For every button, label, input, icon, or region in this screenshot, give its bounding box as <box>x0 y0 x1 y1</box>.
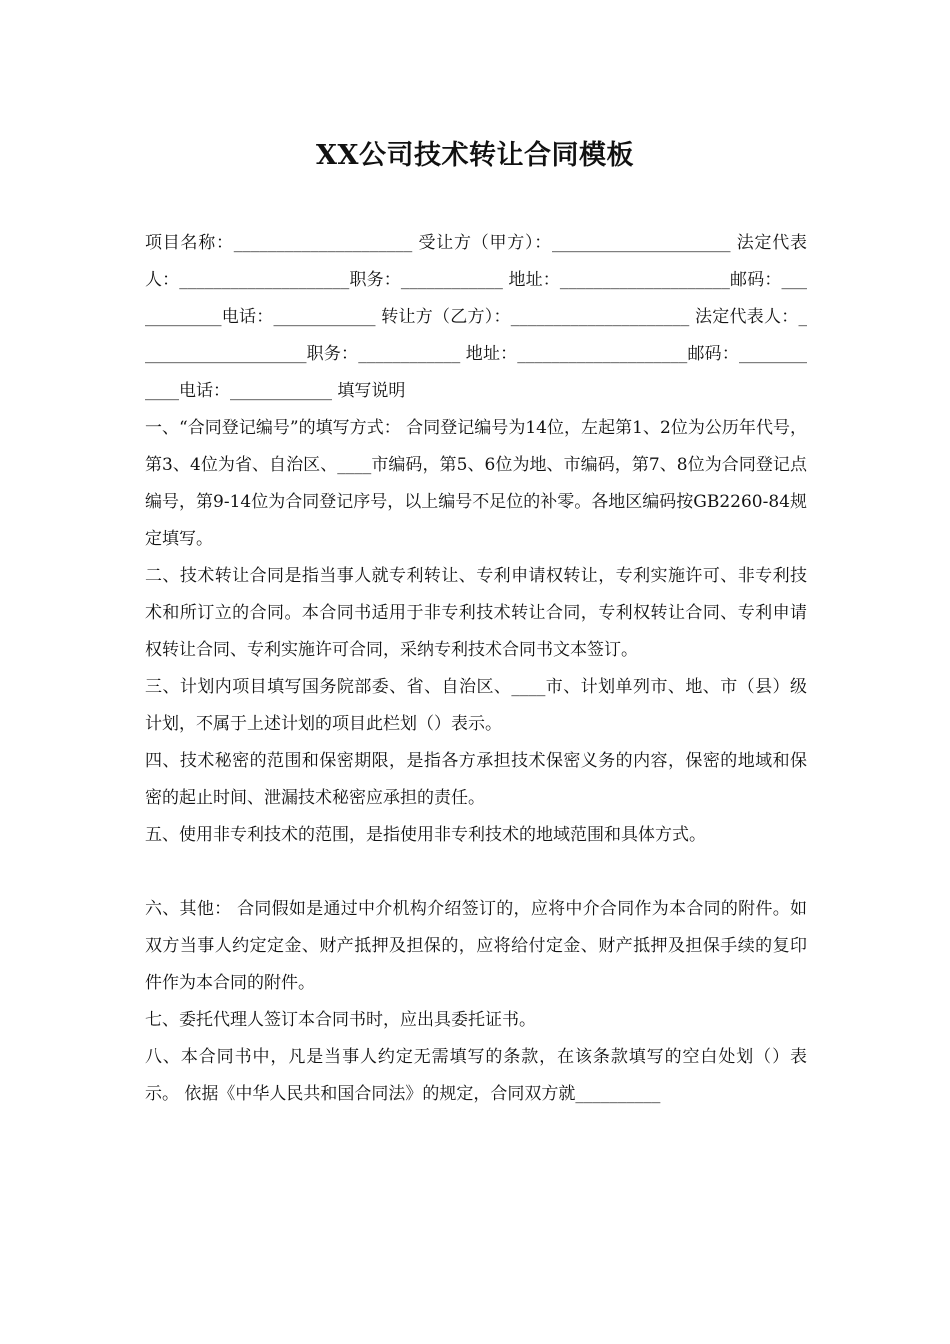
document-title: XX公司技术转让合同模板 <box>316 140 634 171</box>
instruction-item-3: 三、计划内项目填写国务院部委、省、自治区、____市、计划单列市、地、市（县）级计划，不属于上述计划的项目此栏划（）表示。 <box>145 677 807 734</box>
paragraph-gap <box>145 854 807 891</box>
instruction-item-5: 五、使用非专利技术的范围，是指使用非专利技术的地域范围和具体方式。 <box>145 825 706 845</box>
instruction-item-4: 四、技术秘密的范围和保密期限，是指各方承担技术保密义务的内容，保密的地域和保密的起止时间、泄漏技术秘密应承担的责任。 <box>145 751 807 808</box>
document-body <box>145 225 807 1113</box>
instruction-item-6: 六、其他： 合同假如是通过中介机构介绍签订的，应将中介合同作为本合同的附件。如双方当事人约定定金、财产抵押及担保的，应将给付定金、财产抵押及担保手续的复印件作为本合同的附件。 <box>145 899 807 993</box>
header-fields: 项目名称：_____________________ 受让方（甲方）：_____________________ 法定代表人：____________________职务：____________ 地址：____________________邮码：____________电话：____________ 转让方（乙方）：_____________________ 法定代表人：____________________职务：____________ 地址：____________________邮码：____________电话：____________ 填写说明 <box>145 233 807 401</box>
instruction-item-7: 七、委托代理人签订本合同书时，应出具委托证书。 <box>145 1010 536 1030</box>
instruction-item-8: 八、本合同书中，凡是当事人约定无需填写的条款，在该条款填写的空白处划（）表示。 依据《中华人民共和国合同法》的规定，合同双方就__________ <box>145 1047 807 1104</box>
instruction-item-1: 一、“合同登记编号”的填写方式： 合同登记编号为14位，左起第1、2位为公历年代号，第3、4位为省、自治区、____市编码，第5、6位为地、市编码，第7、8位为合同登记点编号，第9-14位为合同登记序号，以上编号不足位的补零。各地区编码按GB2260-84规定填写。 <box>145 418 807 549</box>
instruction-item-2: 二、技术转让合同是指当事人就专利转让、专利申请权转让，专利实施许可、非专利技术和所订立的合同。本合同书适用于非专利技术转让合同，专利权转让合同、专利申请权转让合同、专利实施许可合同，采纳专利技术合同书文本签订。 <box>145 566 807 660</box>
